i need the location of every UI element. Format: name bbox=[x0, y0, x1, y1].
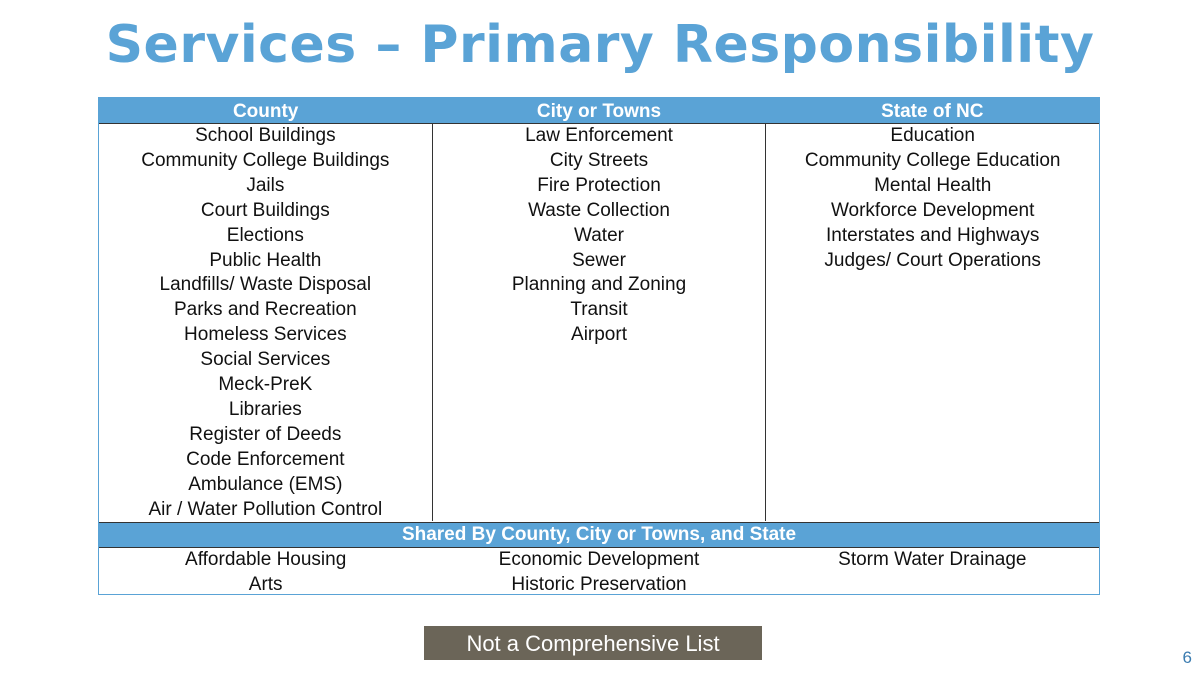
list-item: Jails bbox=[246, 174, 285, 196]
list-item: Elections bbox=[226, 224, 304, 246]
list-item: Air / Water Pollution Control bbox=[148, 498, 383, 520]
list-item: Social Services bbox=[200, 349, 331, 371]
list-item: Sewer bbox=[572, 249, 626, 271]
county-column bbox=[99, 123, 432, 521]
list-item: Education bbox=[890, 125, 975, 146]
note-banner: Not a Comprehensive List bbox=[424, 626, 762, 660]
state-column bbox=[765, 123, 1099, 521]
list-item: Waste Collection bbox=[528, 199, 670, 221]
list-item: Community College Buildings bbox=[141, 149, 390, 171]
list-item: Mental Health bbox=[874, 174, 992, 196]
list-item: Fire Protection bbox=[537, 174, 661, 196]
list-item: Workforce Development bbox=[830, 199, 1035, 221]
list-item: Economic Development bbox=[498, 549, 700, 570]
list-item: Affordable Housing bbox=[185, 549, 347, 570]
list-item: Arts bbox=[248, 573, 283, 595]
list-item: Airport bbox=[571, 324, 627, 346]
list-item: Register of Deeds bbox=[189, 423, 342, 445]
list-item: Meck-PreK bbox=[218, 374, 313, 396]
shared-columns bbox=[99, 548, 1099, 598]
list-item: Ambulance (EMS) bbox=[188, 473, 343, 495]
list-item: Judges/ Court Operations bbox=[824, 249, 1041, 271]
list-item: Court Buildings bbox=[200, 199, 330, 221]
header-state: State of NC bbox=[881, 101, 984, 122]
list-item: Water bbox=[574, 224, 624, 246]
list-item: Public Health bbox=[209, 249, 322, 271]
shared-city-column bbox=[432, 548, 765, 598]
list-item: Parks and Recreation bbox=[173, 299, 357, 321]
header-city: City or Towns bbox=[536, 101, 662, 122]
primary-columns bbox=[99, 123, 1099, 521]
shared-header: Shared By County, City or Towns, and State bbox=[99, 522, 1099, 548]
list-item: Planning and Zoning bbox=[511, 274, 687, 296]
list-item: Law Enforcement bbox=[525, 125, 673, 146]
page-title: Services – Primary Responsibility bbox=[105, 15, 1095, 75]
list-item: Transit bbox=[570, 299, 628, 321]
list-item: City Streets bbox=[549, 149, 649, 171]
list-item: Landfills/ Waste Disposal bbox=[159, 274, 372, 296]
list-item: Storm Water Drainage bbox=[838, 549, 1027, 570]
list-item: Historic Preservation bbox=[511, 573, 687, 595]
list-item: Code Enforcement bbox=[186, 448, 345, 470]
city-column bbox=[432, 123, 766, 521]
shared-county-column bbox=[99, 548, 432, 598]
list-item: Community College Education bbox=[804, 149, 1061, 171]
list-item: School Buildings bbox=[195, 125, 336, 146]
page-number: 6 bbox=[1182, 648, 1192, 667]
services-table bbox=[98, 97, 1100, 595]
list-item: Homeless Services bbox=[184, 324, 347, 346]
list-item: Libraries bbox=[228, 398, 302, 420]
header-county: County bbox=[232, 101, 299, 122]
list-item: Interstates and Highways bbox=[826, 224, 1040, 246]
shared-state-column bbox=[766, 548, 1099, 598]
table-header-row bbox=[99, 98, 1099, 124]
